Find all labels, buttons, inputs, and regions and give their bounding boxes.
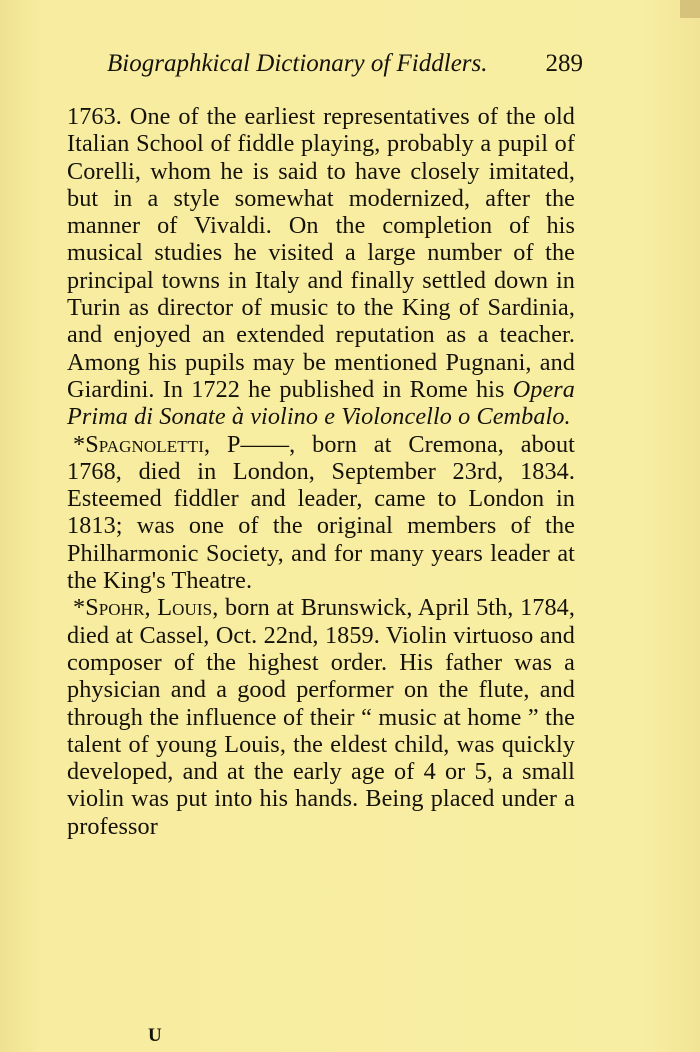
entry-mark: * (73, 594, 86, 622)
entry-mark: * (73, 430, 86, 458)
entry-name: Spagnoletti, P—— (85, 430, 290, 458)
running-title: Biographkical Dictionary of Fiddlers. (107, 50, 488, 77)
page-number: 289 (545, 50, 583, 77)
body-text (67, 103, 575, 840)
entry-text: , born at Cremona, about 1768, died in London, September 23rd, 1834. Esteemed fiddler and leader, came to London in 1813; was one of the original members of the Philharmonic Society, and for many years leader at the King's Theatre. (67, 430, 575, 595)
page-corner (680, 0, 700, 18)
entry-continuation (67, 103, 575, 431)
work-title: Opera Prima di Sonate à violino e Violoncello o Cembalo. (67, 375, 575, 431)
entry-name: Spohr, Louis, (85, 594, 219, 622)
entry-text: 1763. One of the earliest representatives of the old Italian School of fiddle playing, probably a pupil of Corelli, whom he is said to have closely imitated, but in a style somewhat modernized, after the manner of Vivaldi. On the completion of his musical studies he visited a large number of the principal towns in Italy and finally settled down in Turin as director of music to the King of Sardinia, and enjoyed an extended reputation as a teacher. Among his pupils may be mentioned Pugnani, and Giardini. In 1722 he published in Rome his (67, 103, 575, 403)
entry-spohr (67, 594, 575, 840)
entry-text: born at Brunswick, April 5th, 1784, died at Cassel, Oct. 22nd, 1859. Violin virtuoso and composer of the highest order. His father was a physician and a good performer on the flute, and through the influence of their “ music at home ” the talent of young Louis, the eldest child, was quickly developed, and at the early age of 4 or 5, a small violin was put into his hands. Being placed under a professor (67, 594, 575, 840)
signature-mark: U (148, 1025, 162, 1046)
running-header (107, 44, 587, 84)
entry-spagnoletti (67, 431, 575, 595)
